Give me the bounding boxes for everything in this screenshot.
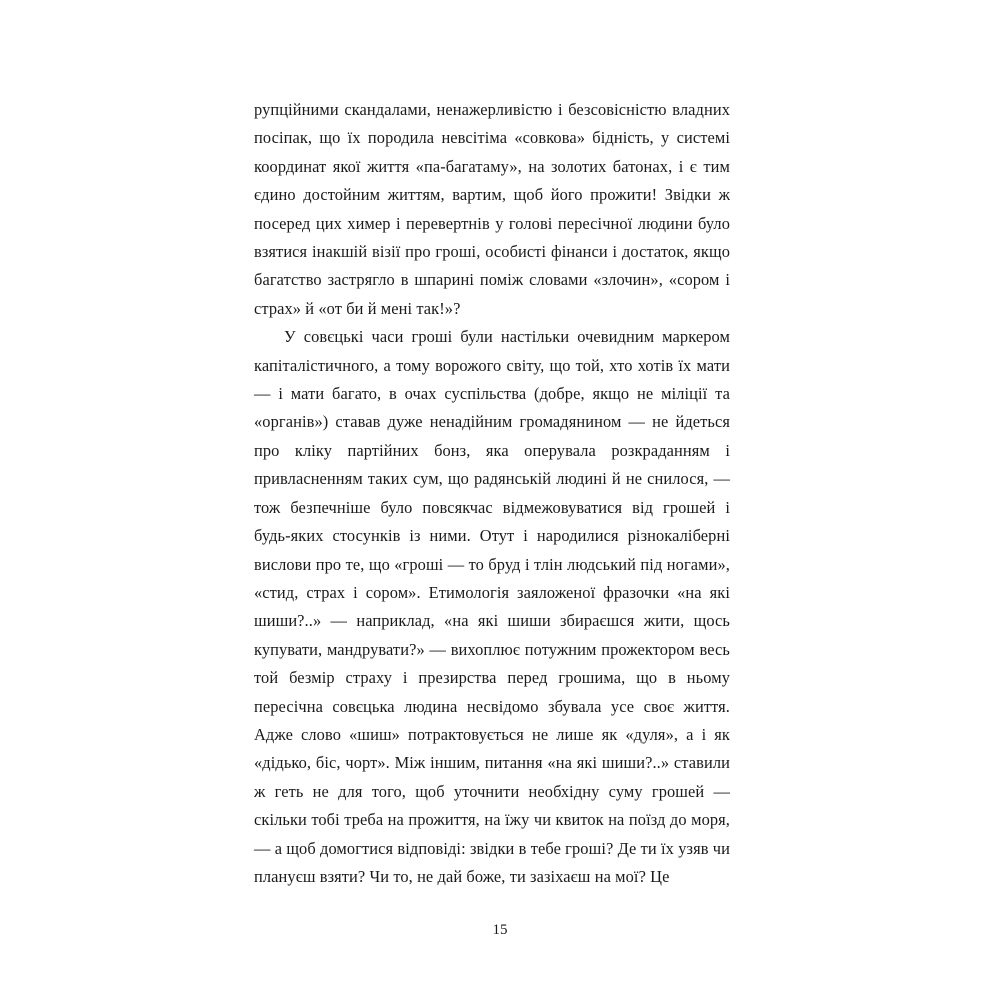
text-column xyxy=(254,96,730,891)
page-number: 15 xyxy=(492,922,508,938)
body-paragraph: рупційними скандалами, ненажерливістю і безсовісністю владних посіпак, що їх породила невсітіма «совкова» бідність, у системі координат якої життя «па-багатаму», на золотих батонах, і є тим єдино достойним життям, вартим, щоб його прожити! Звідки ж посеред цих химер і перевертнів у голові пересічної людини було взятися інакшій візії про гроші, особисті фінанси і достаток, якщо багатство застрягло в шпарині поміж словами «злочин», «сором і страх» й «от би й мені так!»? xyxy=(254,100,730,318)
body-paragraph: У совєцькі часи гроші були настільки очевидним маркером капіталістичного, а тому ворожого світу, що той, хто хотів їх мати — і мати багато, в очах суспільства (добре, якщо не міліції та «органів») ставав дуже ненадійним громадянином — не йдеться про кліку партійних бонз, яка оперувала розкраданням і привласненням таких сум, що радянській людині й не снилося, — тож безпечніше було повсякчас відмежовуватися від грошей і будь-яких стосунків із ними. Отут і народилися різнокаліберні вислови про те, що «гроші — то бруд і тлін людський під ногами», «стид, страх і сором». Етимологія заяложеної фразочки «на які шиши?..» — наприклад, «на які шиши збираєшся жити, щось купувати, мандрувати?» — вихоплює потужним прожектором весь той безмір страху і презирства перед грошима, що в ньому пересічна совєцька людина несвідомо збувала усе своє життя. Адже слово «шиш» потрактовується не лише як «дуля», а і як «дідько, біс, чорт». Між іншим, питання «на які шиши?..» ставили ж геть не для того, щоб уточнити необхідну суму грошей — скільки тобі треба на прожиття, на їжу чи квиток на поїзд до моря, — а щоб домогтися відповіді: звідки в тебе гроші? Де ти їх узяв чи плануєш взяти? Чи то, не дай боже, ти зазіхаєш на мої? Це xyxy=(254,327,730,886)
